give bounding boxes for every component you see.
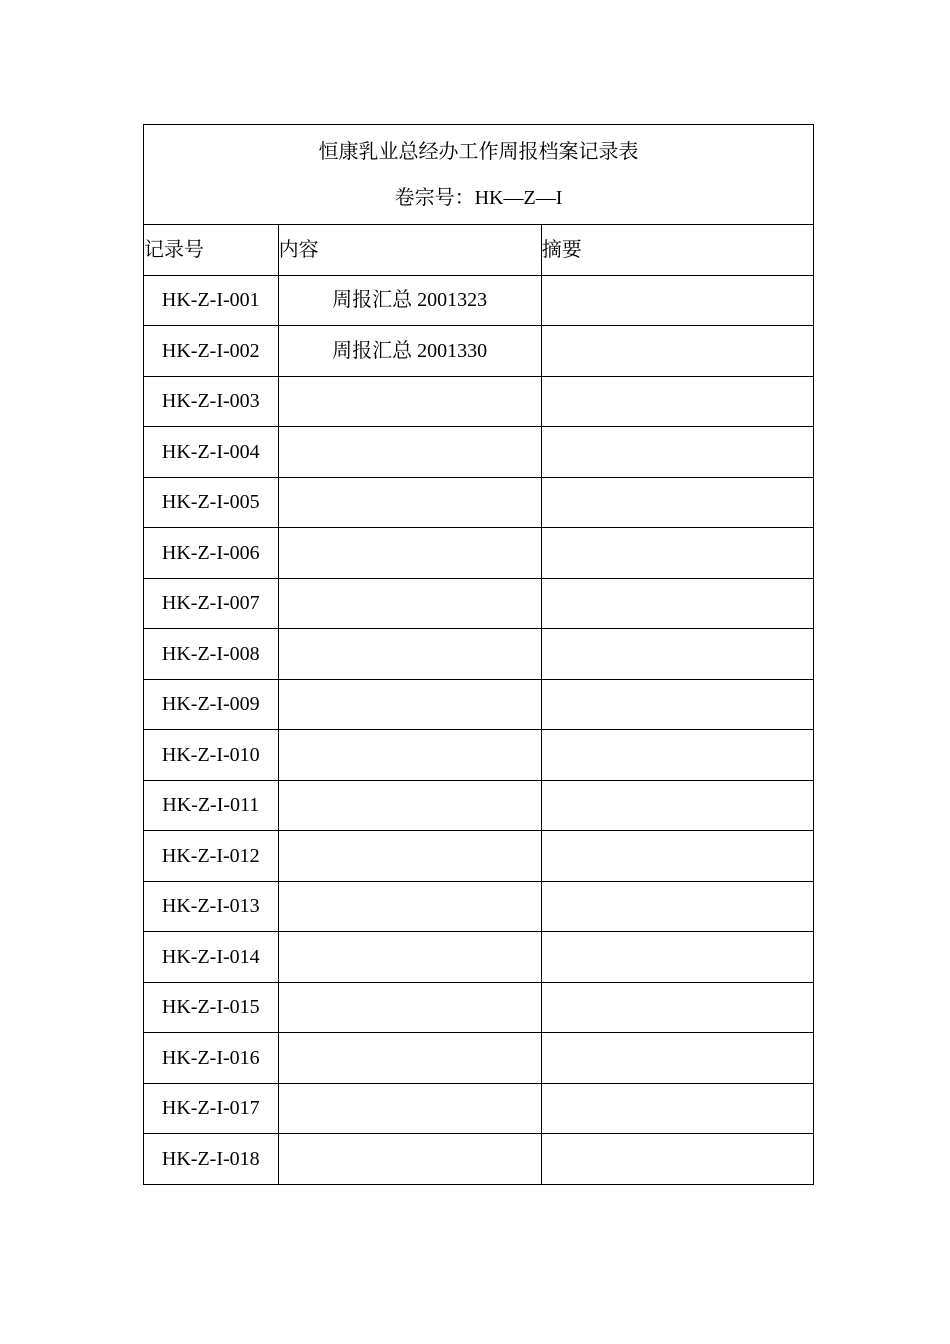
- content-cell: [278, 831, 541, 882]
- table-row: [144, 275, 814, 326]
- table-row: [144, 679, 814, 730]
- table-row: [144, 932, 814, 983]
- summary-cell: [541, 780, 813, 831]
- table-row: [144, 427, 814, 478]
- record-number-cell: HK-Z-I-001: [144, 275, 279, 326]
- record-number-cell: HK-Z-I-003: [144, 376, 279, 427]
- header-content: 内容: [278, 225, 541, 276]
- header-row: [144, 225, 814, 276]
- summary-cell: [541, 376, 813, 427]
- summary-cell: [541, 578, 813, 629]
- content-cell: [278, 881, 541, 932]
- content-cell: [278, 1083, 541, 1134]
- table-row: [144, 326, 814, 377]
- summary-cell: [541, 275, 813, 326]
- summary-cell: [541, 477, 813, 528]
- summary-cell: [541, 629, 813, 680]
- record-number-cell: HK-Z-I-013: [144, 881, 279, 932]
- content-cell: 周报汇总 2001323: [278, 275, 541, 326]
- table-row: [144, 1134, 814, 1185]
- summary-cell: [541, 982, 813, 1033]
- record-number-cell: HK-Z-I-010: [144, 730, 279, 781]
- content-cell: 周报汇总 2001330: [278, 326, 541, 377]
- record-number-cell: HK-Z-I-005: [144, 477, 279, 528]
- record-number-cell: HK-Z-I-012: [144, 831, 279, 882]
- document-title: 恒康乳业总经办工作周报档案记录表: [318, 140, 639, 163]
- content-cell: [278, 982, 541, 1033]
- summary-cell: [541, 881, 813, 932]
- table-row: [144, 730, 814, 781]
- summary-cell: [541, 427, 813, 478]
- content-cell: [278, 1134, 541, 1185]
- summary-cell: [541, 730, 813, 781]
- content-cell: [278, 730, 541, 781]
- table-row: [144, 477, 814, 528]
- summary-cell: [541, 326, 813, 377]
- summary-cell: [541, 1134, 813, 1185]
- table-row: [144, 780, 814, 831]
- summary-cell: [541, 831, 813, 882]
- table-row: [144, 982, 814, 1033]
- content-cell: [278, 629, 541, 680]
- title-cell: [144, 125, 814, 225]
- content-cell: [278, 932, 541, 983]
- content-cell: [278, 376, 541, 427]
- summary-cell: [541, 679, 813, 730]
- summary-cell: [541, 528, 813, 579]
- title-row: [144, 125, 814, 225]
- table-row: [144, 528, 814, 579]
- record-number-cell: HK-Z-I-007: [144, 578, 279, 629]
- table-row: [144, 1083, 814, 1134]
- content-cell: [278, 1033, 541, 1084]
- table-row: [144, 1033, 814, 1084]
- record-number-cell: HK-Z-I-009: [144, 679, 279, 730]
- content-cell: [278, 528, 541, 579]
- record-number-cell: HK-Z-I-018: [144, 1134, 279, 1185]
- table-row: [144, 629, 814, 680]
- table-row: [144, 376, 814, 427]
- content-cell: [278, 578, 541, 629]
- archive-record-table: [143, 124, 814, 1185]
- table-row: [144, 831, 814, 882]
- record-number-cell: HK-Z-I-014: [144, 932, 279, 983]
- record-number-cell: HK-Z-I-004: [144, 427, 279, 478]
- header-summary: 摘要: [541, 225, 813, 276]
- summary-cell: [541, 932, 813, 983]
- content-cell: [278, 780, 541, 831]
- record-number-cell: HK-Z-I-006: [144, 528, 279, 579]
- summary-cell: [541, 1083, 813, 1134]
- volume-number: 卷宗号：HK—Z—I: [394, 186, 563, 209]
- content-cell: [278, 477, 541, 528]
- summary-cell: [541, 1033, 813, 1084]
- record-number-cell: HK-Z-I-017: [144, 1083, 279, 1134]
- record-number-cell: HK-Z-I-011: [144, 780, 279, 831]
- record-number-cell: HK-Z-I-015: [144, 982, 279, 1033]
- record-number-cell: HK-Z-I-002: [144, 326, 279, 377]
- header-record-no: 记录号: [144, 225, 279, 276]
- content-cell: [278, 427, 541, 478]
- record-number-cell: HK-Z-I-008: [144, 629, 279, 680]
- table-row: [144, 578, 814, 629]
- table-row: [144, 881, 814, 932]
- record-number-cell: HK-Z-I-016: [144, 1033, 279, 1084]
- content-cell: [278, 679, 541, 730]
